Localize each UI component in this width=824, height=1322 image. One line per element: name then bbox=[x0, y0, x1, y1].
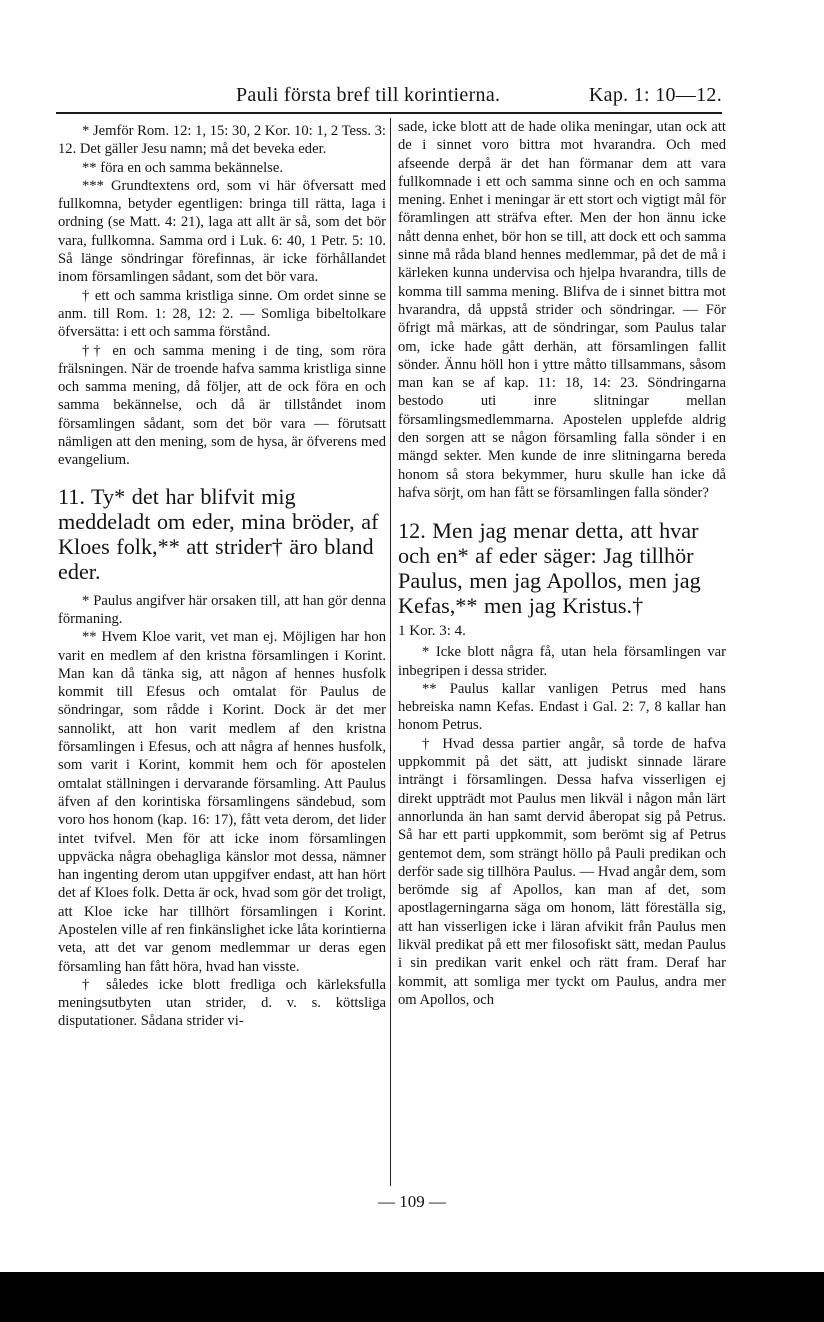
footnote-v12-3: † Hvad dessa partier angår, så torde de hafva uppkommit på det sätt, att judiskt sinnade lärare inträngt i församlingen. Dessa hafva visserligen ej direkt uppträdt mot Paulus men likväl i någon mån lärt annorlunda än han samt dervid åberopat sig på Petrus. Så har ett parti uppkommit, som berömt sig af Petrus gentemot dem, som strängt höllo på Pauli predikan och derför sade sig tillhöra Paulus. — Hvad angår dem, som berömde sig af Apollos, kan man af det, som apostlagerningarna säga om honom, lätt föreställa sig, att han visserligen icke i läran afvikit från Paulus men likväl predikat på ett mer filosofiskt sätt, medan Paulus i sin predikan varit enkel och rätt fram. Deraf har kommit, att somliga mer tyckt om Paulus, andra mer om Apollos, och bbox=[398, 735, 726, 1008]
footnote-v11-1: * Paulus angifver här orsaken till, att han gör denna förmaning. bbox=[58, 592, 386, 627]
footnote-v10-5: †† en och samma mening i de ting, som röra frälsningen. När de troende hafva samma kristliga sinne och samma mening, då följer, att de ock föra en och samma bekännelse, och då är tillståndet inom församlingen sådant, som det bör vara — förutsatt nämligen att den mening, som de hysa, är öfverens med evangelium. bbox=[58, 342, 386, 469]
verse-12: 12. Men jag menar detta, att hvar och en* af eder säger: Jag tillhör Paulus, men jag Apollos, men jag Kefas,** men jag Kristus.† bbox=[398, 518, 701, 619]
verse-11: 11. Ty* det har blifvit mig meddeladt om eder, mina bröder, af Kloes folk,** att strider† äro bland eder. bbox=[58, 483, 379, 584]
footnote-continuation: sade, icke blott att de hade olika meningar, utan ock att de i sinnet voro bittra mot hvarandra. Och med afseende derpå är det han förmanar dem att vara fullkomnade i ett och samma sinne och en och samma mening. Enhet i meningar är ett stort och vigtigt mål för föramlingen att sträfva efter. Men der hon ännu icke nått denna enhet, bör hon se till, att dock ett och samma sinne må råda bland hennes medlemmar, på det de må i kärleken kunna undervisa och hjelpa hvarandra, tills de komma till samma mening. Blifva de i sinnet bittra mot hvarandra, då uppstå strider och söndringar. — För öfrigt må märkas, att de söndringar, som Paulus talar om, icke hade gått derhän, att församlingen fallit sönder. Ännu höll hon i yttre måtto tillsammans, såsom man kan se af kap. 11: 18, 14: 23. Söndringarna bestodo uti inre slitningar mellan församlingsmedlemmarna. Apostelen upplefde aldrig den sorgen att se någon församling falla sönder i en mängd sekter. Men kunde de inre slitningarna bereda honom så stora bekymmer, huru skulle han icke då hafva sörjt, om han fått se församlingen falla sönder? bbox=[398, 119, 726, 501]
footnote-v10-1: * Jemför Rom. 12: 1, 15: 30, 2 Kor. 10: 1, 2 Tess. 3: 12. Det gäller Jesu namn; må det beveka eder. bbox=[58, 123, 386, 158]
footnote-v10-3: *** Grundtextens ord, som vi här öfversatt med fullkomna, betyder egentligen: bringa till rätta, laga i ordning (se Matt. 4: 21), laga att allt är så, som det bör vara, fullkomna. Samma ord i Luk. 6: 40, 1 Petr. 5: 10. Så länge söndringar förefinnas, är icke förhållandet inom församlingen sådant, som det bör vara. bbox=[58, 177, 386, 286]
footnote-v12-2: ** Paulus kallar vanligen Petrus med hans hebreiska namn Kefas. Endast i Gal. 2: 7, 8 kallar han honom Petrus. bbox=[398, 680, 726, 734]
page-number: — 109 — bbox=[378, 1192, 446, 1211]
running-header bbox=[56, 84, 722, 110]
left-column bbox=[58, 122, 386, 1031]
column-divider bbox=[390, 118, 391, 1186]
footnote-v10-4: † ett och samma kristliga sinne. Om ordet sinne se anm. till Rom. 1: 28, 12: 2. — Somliga bibeltolkare öfversätta: i ett och samma förstånd. bbox=[58, 287, 386, 341]
scan-border bbox=[0, 1272, 824, 1322]
header-rule bbox=[56, 112, 722, 114]
right-column bbox=[398, 118, 726, 1009]
footnote-v12-1: * Icke blott några få, utan hela församlingen var inbegripen i dessa strider. bbox=[398, 644, 726, 679]
footnote-v11-3: † således icke blott fredliga och kärleksfulla meningsutbyten utan strider, d. v. s. köttsliga disputationer. Sådana strider vi- bbox=[58, 976, 386, 1030]
footnote-v11-2: ** Hvem Kloe varit, vet man ej. Möjligen har hon varit en medlem af den kristna församlingen i Korint. Man kan då tänka sig, att någon af hennes husfolk kommit till Efesus och omtalat för Paulus de söndringar, som rådde i Korint. Dock är det mer sannolikt, att hon varit medlem af den kristna församlingen i Efesus, och att några af hennes husfolk, som varit i Korint, kommit hem och för apostelen omtalat ställningen i dervarande församling. Att Paulus äfven af den korintiska församlingens sändebud, som voro hos honom (kap. 16: 17), fått veta derom, det lider intet tvifvel. Men för att icke inom församlingen uppväcka några obehagliga känslor mot dessa, nämner han ingenting derom utan uppgifver endast, att han hört det af Kloes folk. Detta är ock, hvad som gör det troligt, att Kloe icke har tillhört församlingen i Korint. Apostelen ville af ren finkänslighet icke låta korintierna veta, att det var genom medlemmar ur deras egen församling han fått höra, hvad han visste. bbox=[58, 629, 386, 975]
cross-reference: 1 Kor. 3: 4. bbox=[398, 623, 466, 640]
header-title: Pauli första bref till korintierna. bbox=[236, 84, 501, 106]
header-chapter-reference: Kap. 1: 10—12. bbox=[588, 84, 722, 106]
footnote-v10-2: ** föra en och samma bekännelse. bbox=[82, 159, 283, 176]
